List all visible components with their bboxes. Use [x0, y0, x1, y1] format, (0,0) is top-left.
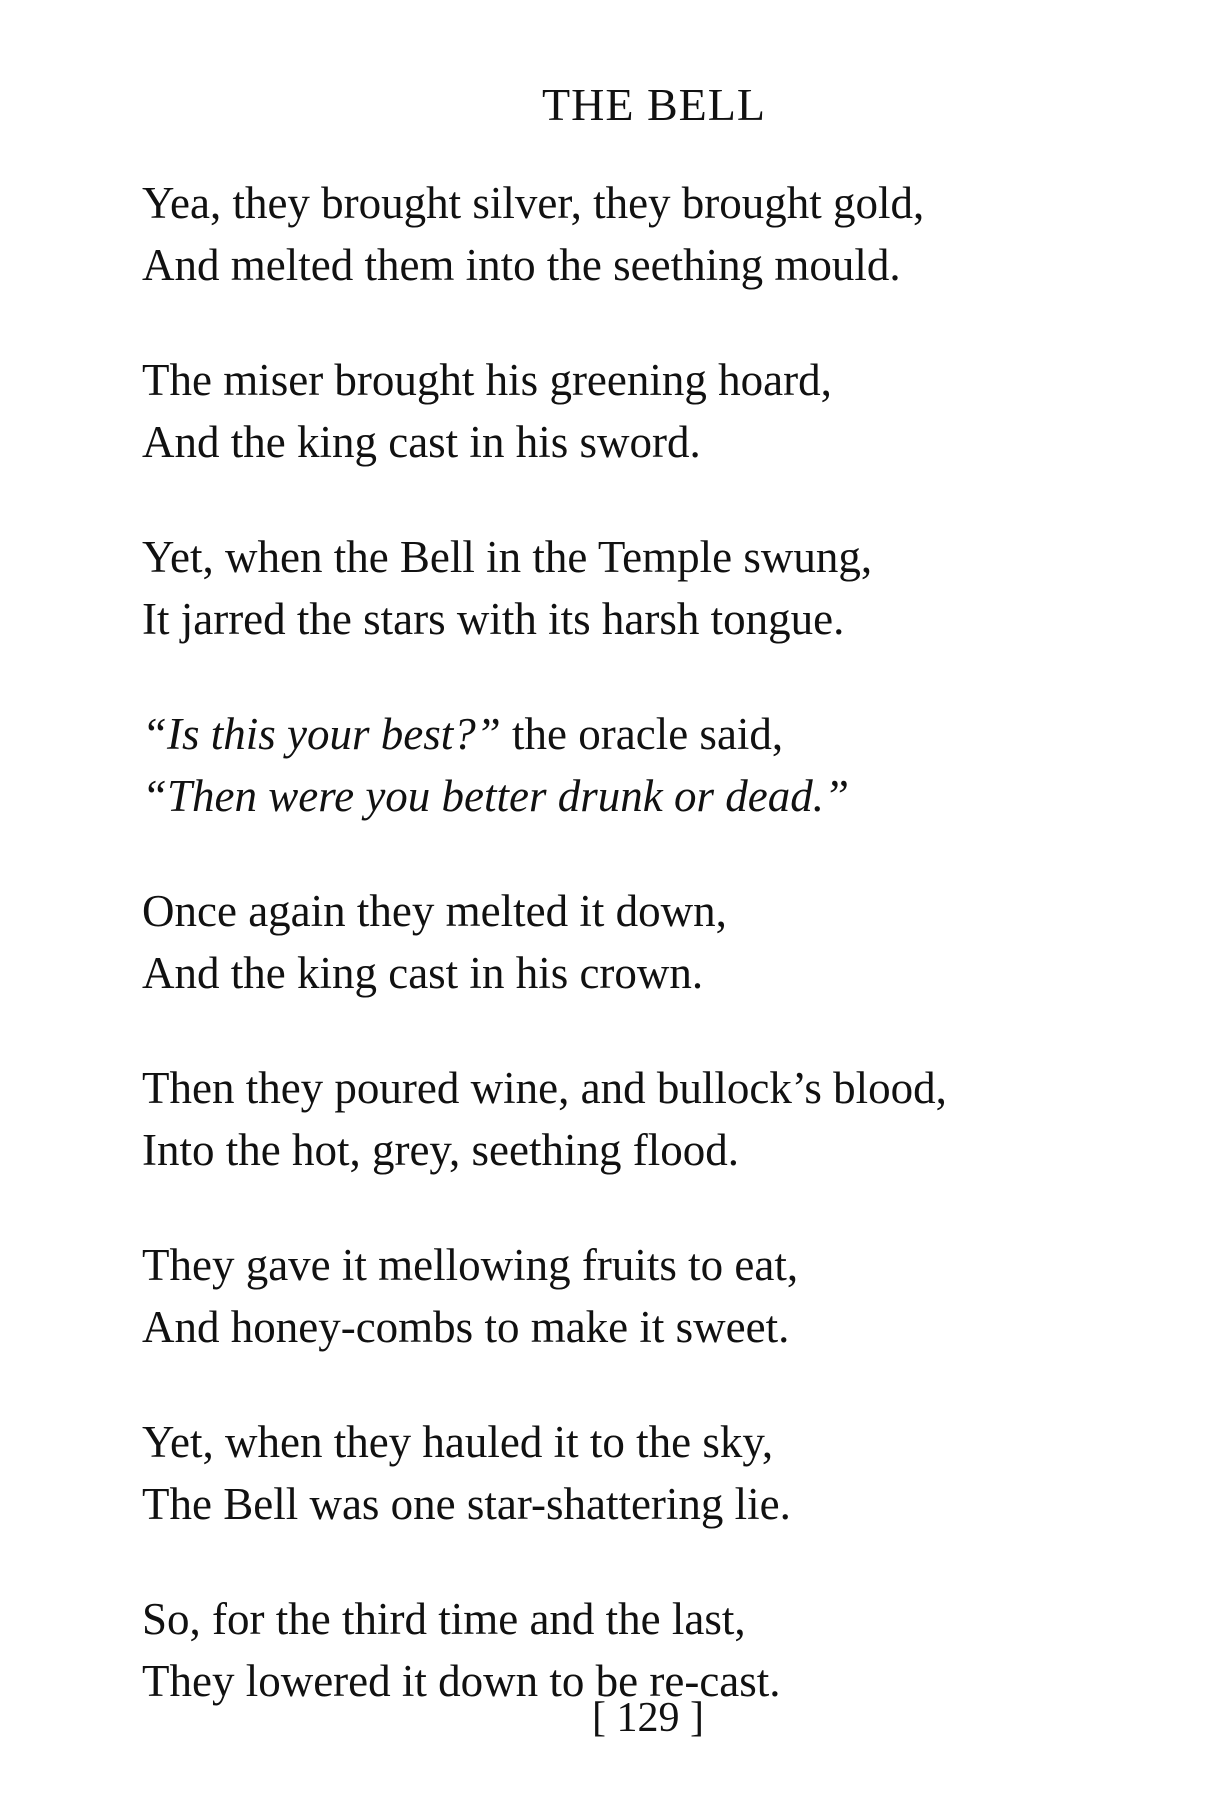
verse-line: [142, 765, 1142, 827]
page-number: [0, 1694, 1224, 1742]
verse-line: Yet, when the Bell in the Temple swung,: [142, 532, 873, 582]
poem-title: [0, 78, 1224, 131]
poem-body: [142, 172, 1142, 1765]
verse-line: And melted them into the seething mould.: [142, 240, 901, 290]
verse-line: The miser brought his greening hoard,: [142, 355, 832, 405]
stanza: [142, 1411, 1142, 1535]
poem-title-text: THE BELL: [542, 79, 766, 130]
verse-line: And the king cast in his crown.: [142, 948, 704, 998]
verse-line: It jarred the stars with its harsh tongue.: [142, 594, 845, 644]
stanza: [142, 880, 1142, 1004]
oracle-quote: “Is this your best?”: [142, 709, 501, 759]
verse-line: The Bell was one star-shattering lie.: [142, 1479, 791, 1529]
verse-line: Then they poured wine, and bullock’s blood,: [142, 1063, 947, 1113]
stanza: [142, 1057, 1142, 1181]
verse-line: Yet, when they hauled it to the sky,: [142, 1417, 774, 1467]
verse-line: Yea, they brought silver, they brought gold,: [142, 178, 925, 228]
verse-line: And the king cast in his sword.: [142, 417, 701, 467]
verse-line: Once again they melted it down,: [142, 886, 727, 936]
stanza: [142, 172, 1142, 296]
verse-line: And honey-combs to make it sweet.: [142, 1302, 790, 1352]
stanza-oracle: [142, 703, 1142, 827]
verse-line: [142, 703, 1142, 765]
verse-line: They lowered it down to be re-cast.: [142, 1656, 781, 1706]
stanza: [142, 1234, 1142, 1358]
verse-line: They gave it mellowing fruits to eat,: [142, 1240, 799, 1290]
stanza: [142, 526, 1142, 650]
verse-text: the oracle said,: [500, 709, 784, 759]
verse-line: So, for the third time and the last,: [142, 1594, 746, 1644]
page-number-text: [ 129 ]: [592, 1695, 704, 1741]
oracle-quote: “Then were you better drunk or dead.”: [142, 771, 850, 821]
stanza: [142, 349, 1142, 473]
verse-line: Into the hot, grey, seething flood.: [142, 1125, 739, 1175]
